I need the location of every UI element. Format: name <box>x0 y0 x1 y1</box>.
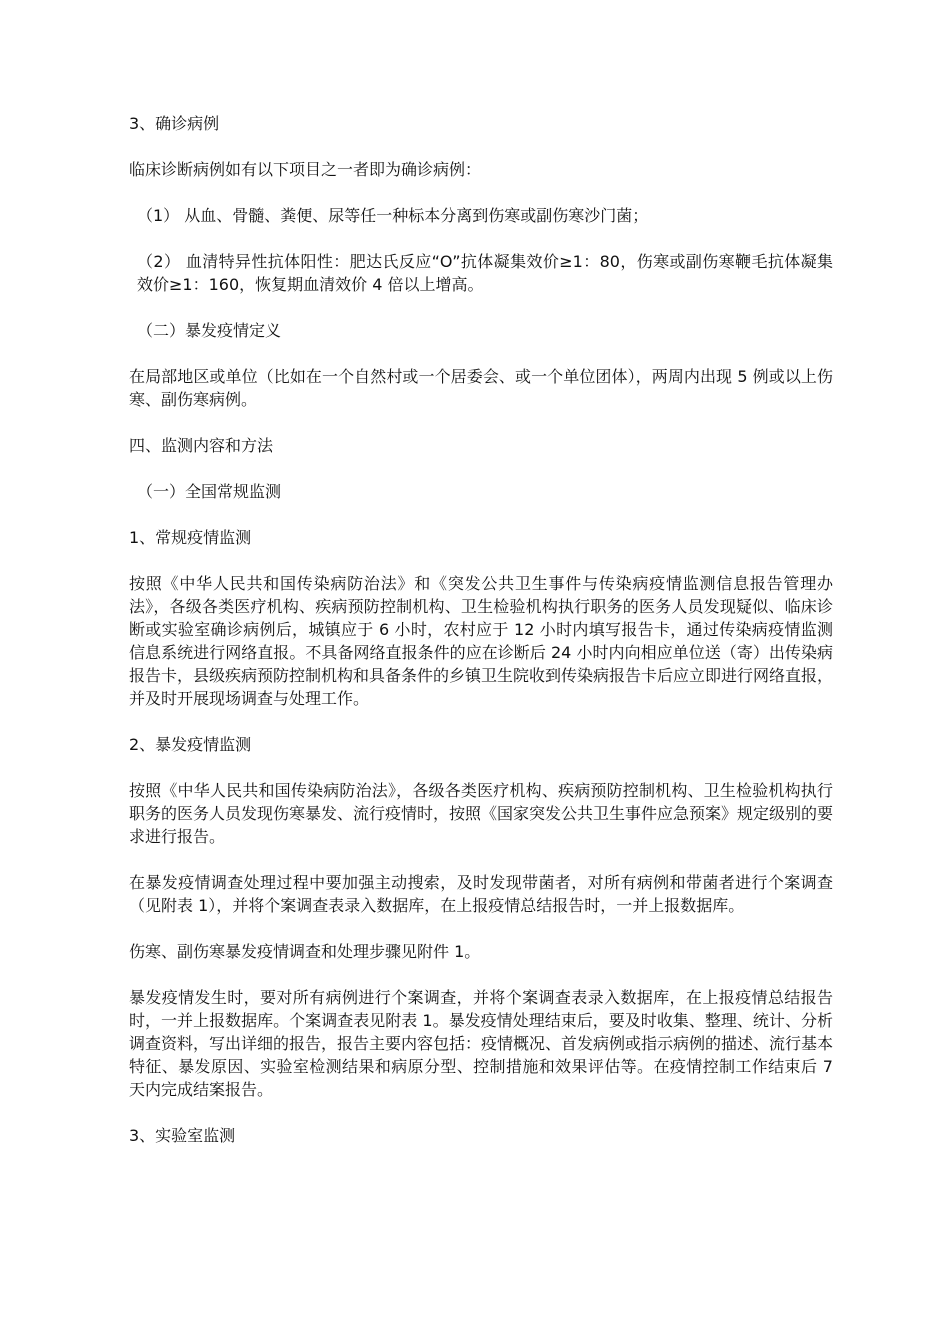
list-item: （2） 血清特异性抗体阳性：肥达氏反应“O”抗体凝集效价≥1：80，伤寒或副伤寒鞭毛抗体凝集效价≥1：160，恢复期血清效价 4 倍以上增高。 <box>137 252 833 294</box>
section-heading: 3、确诊病例 <box>129 114 220 133</box>
list-item: （1） 从血、骨髓、粪便、尿等任一种标本分离到伤寒或副伤寒沙门菌； <box>137 206 649 225</box>
paragraph: 在暴发疫情调查处理过程中要加强主动搜索，及时发现带菌者，对所有病例和带菌者进行个案调查（见附表 1），并将个案调查表录入数据库，在上报疫情总结报告时，一并上报数据库。 <box>129 873 833 915</box>
paragraph: 伤寒、副伤寒暴发疫情调查和处理步骤见附件 1。 <box>129 942 481 961</box>
paragraph: 按照《中华人民共和国传染病防治法》和《突发公共卫生事件与传染病疫情监测信息报告管理办法》，各级各类医疗机构、疾病预防控制机构、卫生检验机构执行职务的医务人员发现疑似、临床诊断或实验室确诊病例后，城镇应于 6 小时，农村应于 12 小时内填写报告卡，通过传染病疫情监测信息系统进行网络直报。不具备网络直报条件的应在诊断后 24 小时内向相应单位送（寄）出传染病报告卡，县级疾病预防控制机构和具备条件的乡镇卫生院收到传染病报告卡后应立即进行网络直报，并及时开展现场调查与处理工作。 <box>129 574 834 708</box>
paragraph: 暴发疫情发生时，要对所有病例进行个案调查，并将个案调查表录入数据库，在上报疫情总结报告时，一并上报数据库。个案调查表见附表 1。暴发疫情处理结束后，要及时收集、整理、统计、分析调查资料，写出详细的报告，报告主要内容包括：疫情概况、首发病例或指示病例的描述、流行基本特征、暴发原因、实验室检测结果和病原分型、控制措施和效果评估等。在疫情控制工作结束后 7 天内完成结案报告。 <box>129 988 834 1099</box>
section-heading: 2、暴发疫情监测 <box>129 735 252 754</box>
paragraph: 临床诊断病例如有以下项目之一者即为确诊病例： <box>129 160 482 179</box>
section-heading: （一）全国常规监测 <box>137 482 282 501</box>
paragraph: 在局部地区或单位（比如在一个自然村或一个居委会、或一个单位团体），两周内出现 5 例或以上伤寒、副伤寒病例。 <box>129 367 833 409</box>
section-heading: （二）暴发疫情定义 <box>137 321 282 340</box>
section-heading: 3、实验室监测 <box>129 1126 236 1145</box>
document-page <box>125 112 833 1147</box>
section-heading: 四、监测内容和方法 <box>129 436 274 455</box>
section-heading: 1、常规疫情监测 <box>129 528 252 547</box>
paragraph: 按照《中华人民共和国传染病防治法》，各级各类医疗机构、疾病预防控制机构、卫生检验机构执行职务的医务人员发现伤寒暴发、流行疫情时，按照《国家突发公共卫生事件应急预案》规定级别的要求进行报告。 <box>129 781 834 846</box>
